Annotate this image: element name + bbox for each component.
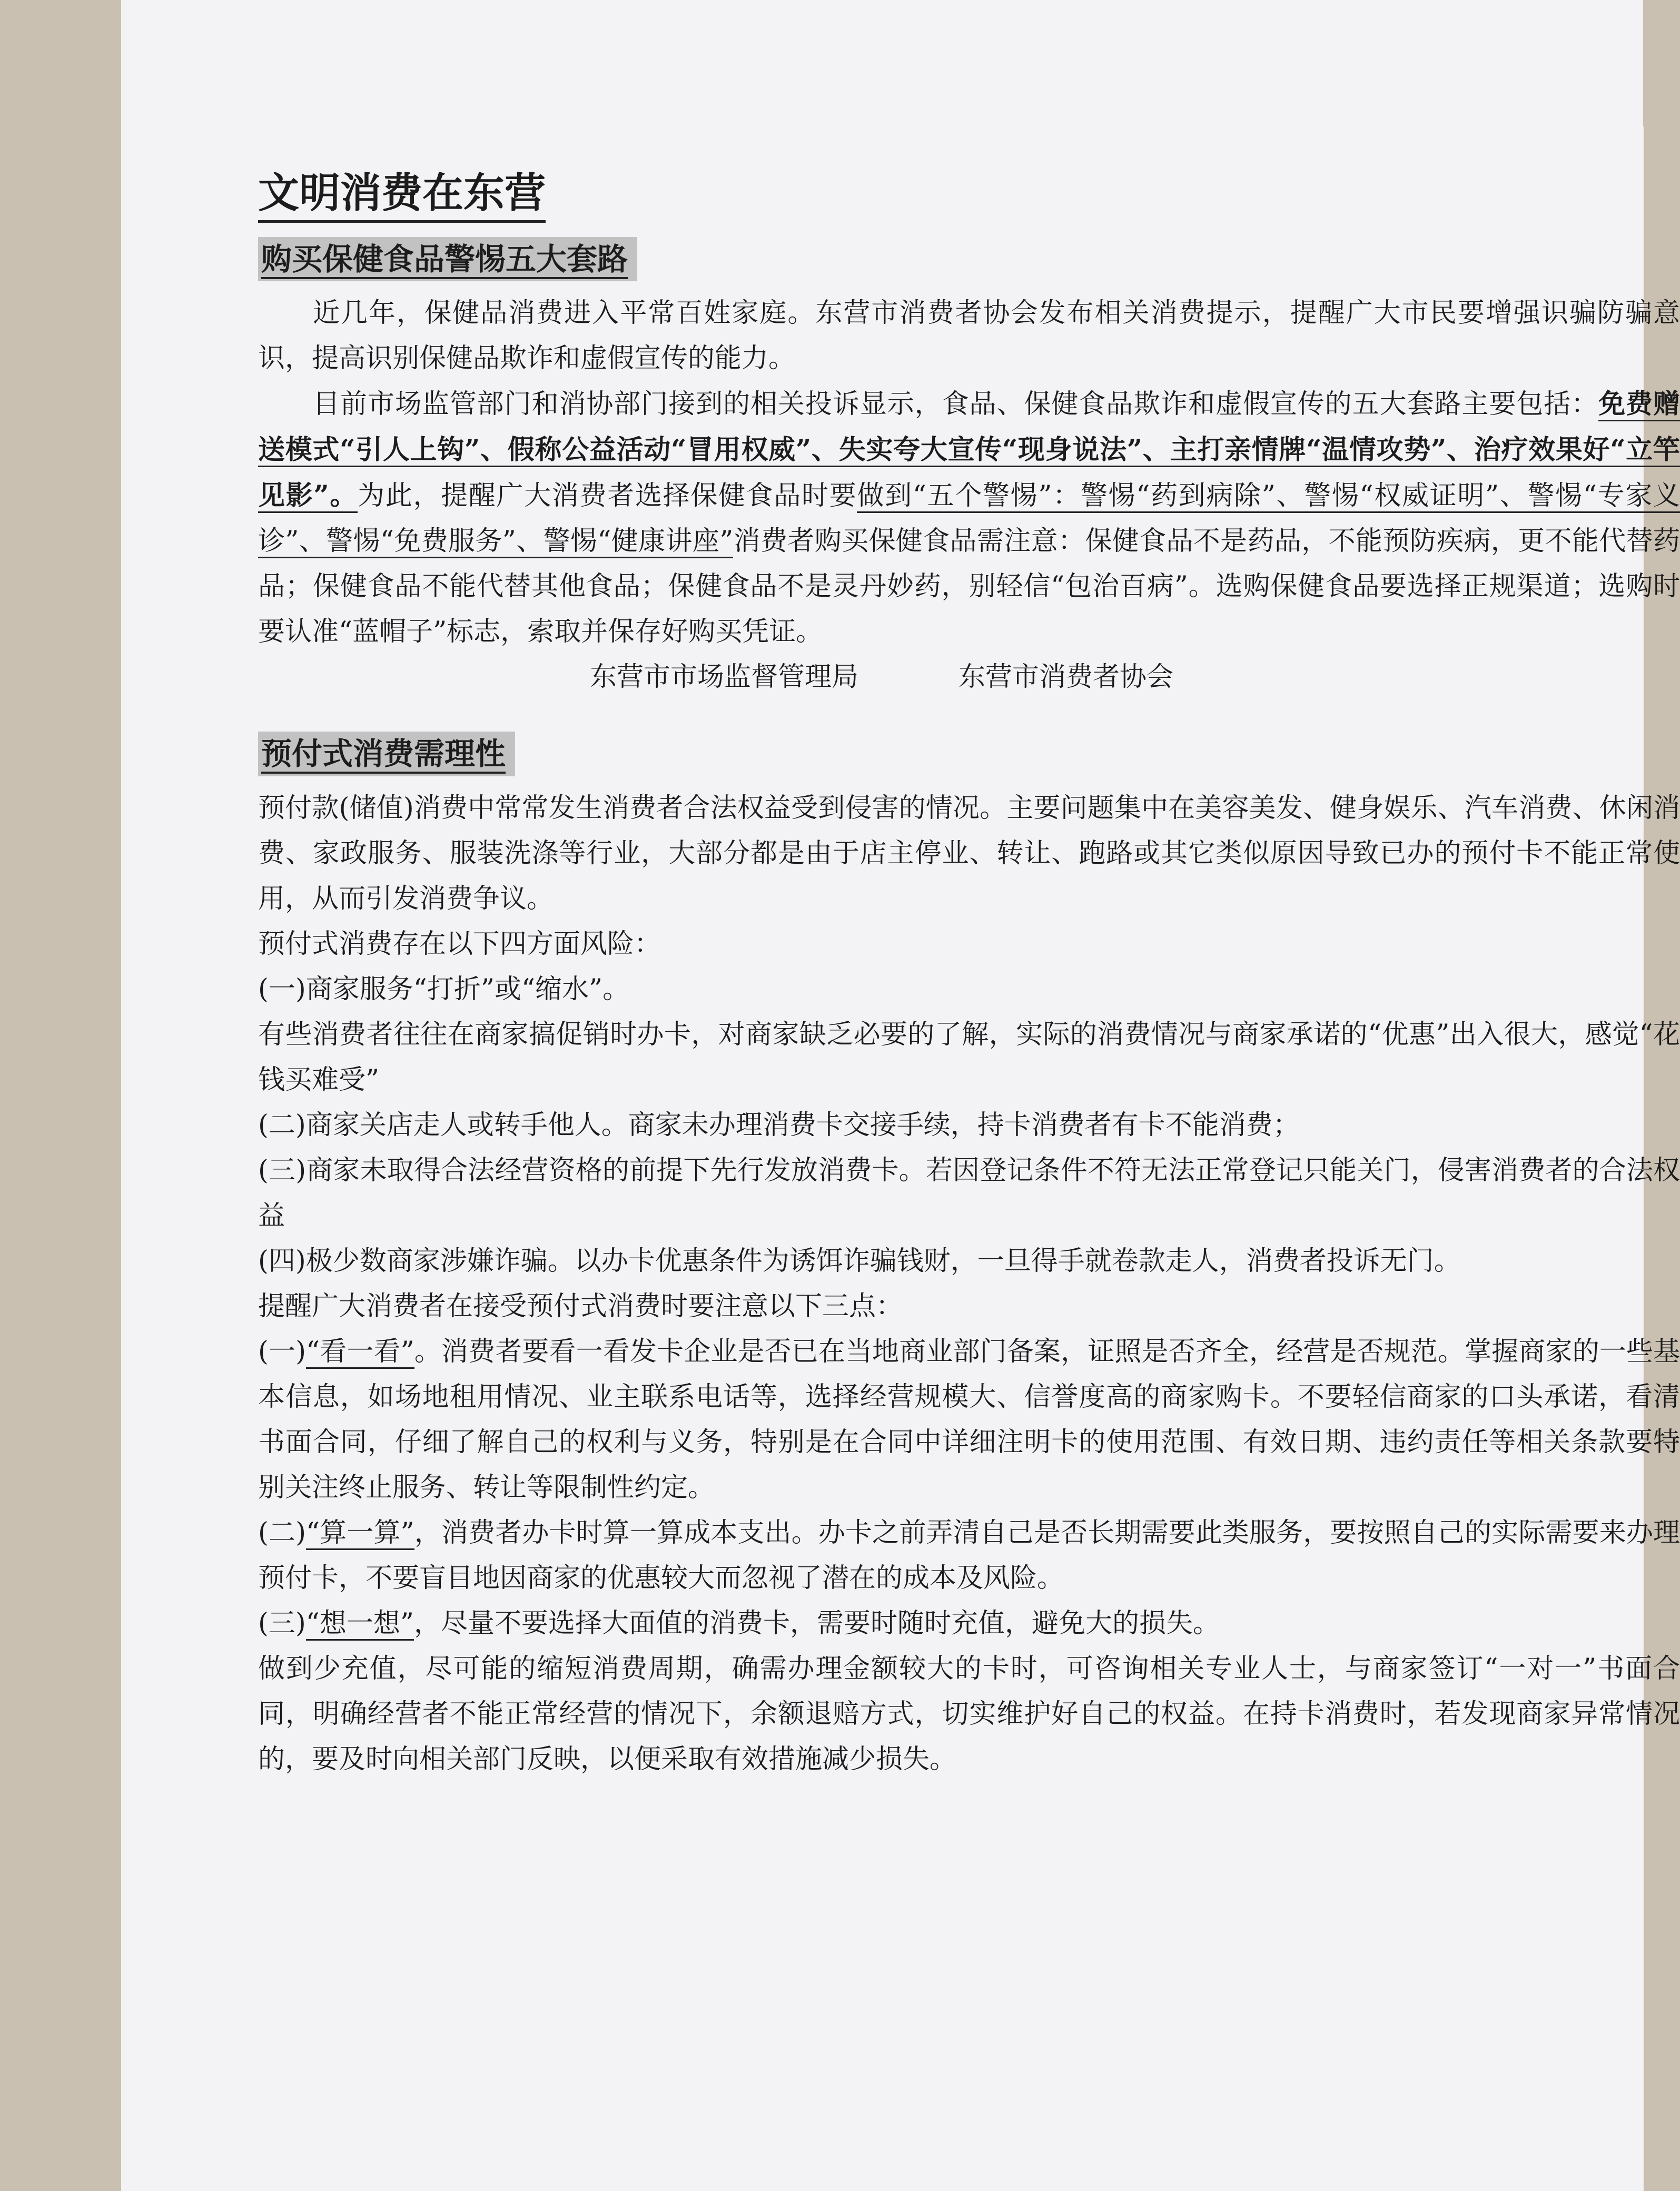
risk-4: (四)极少数商家涉嫌诈骗。以办卡优惠条件为诱饵诈骗钱财，一旦得手就卷款走人，消费者投诉无门。: [258, 1245, 1461, 1277]
section2-heading: 预付式消费需理性: [258, 732, 515, 776]
tips-intro: 提醒广大消费者在接受预付式消费时要注意以下三点：: [258, 1290, 903, 1322]
risk-2: (二)商家关店走人或转手他人。商家未办理消费卡交接手续，持卡消费者有卡不能消费；: [258, 1109, 1300, 1141]
risk-1: (一)商家服务“打折”或“缩水”。: [258, 973, 630, 1005]
tip-1-text: 。消费者要看一看发卡企业是否已在当地商业部门备案，证照是否齐全，经营是否规范。掌握商家的一些基本信息，如场地租用情况、业主联系电话等，选择经营规模大、信誉度高的商家购卡。不要轻信商家的口头承诺，看清书面合同，仔细了解自己的权利与义务，特别是在合同中详细注明卡的使用范围、有效日期、违约责任等相关条款要特别关注终止服务、转让等限制性约定。: [258, 1336, 1680, 1503]
tip-3-prefix: (三): [258, 1607, 306, 1639]
section1-paragraph-2: [258, 381, 1680, 655]
section1-p2-rest: 消费者购买保健食品需注意：保健食品不是药品，不能预防疾病，更不能代替药品；保健食品不能代替其他食品；保健食品不是灵丹妙药，别轻信“包治百病”。选购保健食品要选择正规渠道；选购时要认准“蓝帽子”标志，索取并保存好购买凭证。: [258, 526, 1680, 648]
paper-sheet: [121, 0, 1680, 2191]
tip-2-prefix: (二): [258, 1517, 307, 1548]
signer-consumer-association: 东营市消费者协会: [958, 662, 1174, 693]
tip-3-key: “想一想”: [306, 1608, 414, 1641]
five-routines-text: 免费赠送模式“引人上钩”、假称公益活动“冒用权威”、失实夸大宣传“现身说法”、主打亲情牌“温情攻势”、治疗效果好“立竿见影”。: [258, 388, 1680, 513]
section2-risks-intro: 预付式消费存在以下四方面风险：: [258, 928, 661, 960]
risk-3: (三)商家未取得合法经营资格的前提下先行发放消费卡。若因登记条件不符无法正常登记只能关门，侵害消费者的合法权益: [258, 1154, 1680, 1231]
tip-2-text: ，消费者办卡时算一算成本支出。办卡之前弄清自己是否长期需要此类服务，要按照自己的实际需要来办理预付卡，不要盲目地因商家的优惠较大而忽视了潜在的成本及风险。: [258, 1517, 1680, 1594]
tip-1-prefix: (一): [258, 1336, 307, 1367]
section1-heading: 购买保健食品警惕五大套路: [258, 237, 637, 282]
section1-paragraph-1: 近几年，保健品消费进入平常百姓家庭。东营市消费者协会发布相关消费提示，提醒广大市民要增强识骗防骗意识，提高识别保健品欺诈和虚假宣传的能力。: [258, 298, 1680, 374]
tip-3: [258, 1601, 1680, 1646]
tip-3-text: ，尽量不要选择大面值的消费卡，需要时随时充值，避免大的损失。: [413, 1607, 1220, 1639]
document-body: [258, 169, 1680, 1782]
tip-1: [258, 1329, 1680, 1511]
section1-p2-intro: 目前市场监管部门和消协部门接到的相关投诉显示，食品、保健食品欺诈和虚假宣传的五大套路主要包括：: [313, 389, 1599, 420]
signer-market-bureau: 东营市市场监督管理局: [590, 662, 859, 693]
risk-1-detail: 有些消费者往往在商家搞促销时办卡，对商家缺乏必要的了解，实际的消费情况与商家承诺的“优惠”出入很大，感觉“花钱买难受”: [258, 1019, 1680, 1096]
tip-3-detail: 做到少充值，尽可能的缩短消费周期，确需办理金额较大的卡时，可咨询相关专业人士，与商家签订“一对一”书面合同，明确经营者不能正常经营的情况下，余额退赔方式，切实维护好自己的权益。在持卡消费时，若发现商家异常情况的，要及时向相关部门反映，以便采取有效措施减少损失。: [258, 1653, 1680, 1775]
tip-2-key: “算一算”: [306, 1517, 414, 1550]
tip-2: [258, 1511, 1680, 1601]
section2-paragraph-1: 预付款(储值)消费中常常发生消费者合法权益受到侵害的情况。主要问题集中在美容美发、健身娱乐、汽车消费、休闲消费、家政服务、服装洗涤等行业，大部分都是由于店主停业、转让、跑路或其它类似原因导致已办的预付卡不能正常使用，从而引发消费争议。: [258, 792, 1680, 914]
signature-line: [258, 655, 1680, 700]
section1-p2-mid: 为此，提醒广大消费者选择保健食品时要: [358, 480, 857, 512]
five-warnings-text: 做到“五个警惕”：警惕“药到病除”、警惕“权威证明”、警惕“专家义诊”、警惕“免费服务”、警惕“健康讲座”: [258, 480, 1680, 558]
document-title: 文明消费在东营: [258, 169, 1680, 218]
tip-1-key: “看一看”: [306, 1336, 414, 1369]
